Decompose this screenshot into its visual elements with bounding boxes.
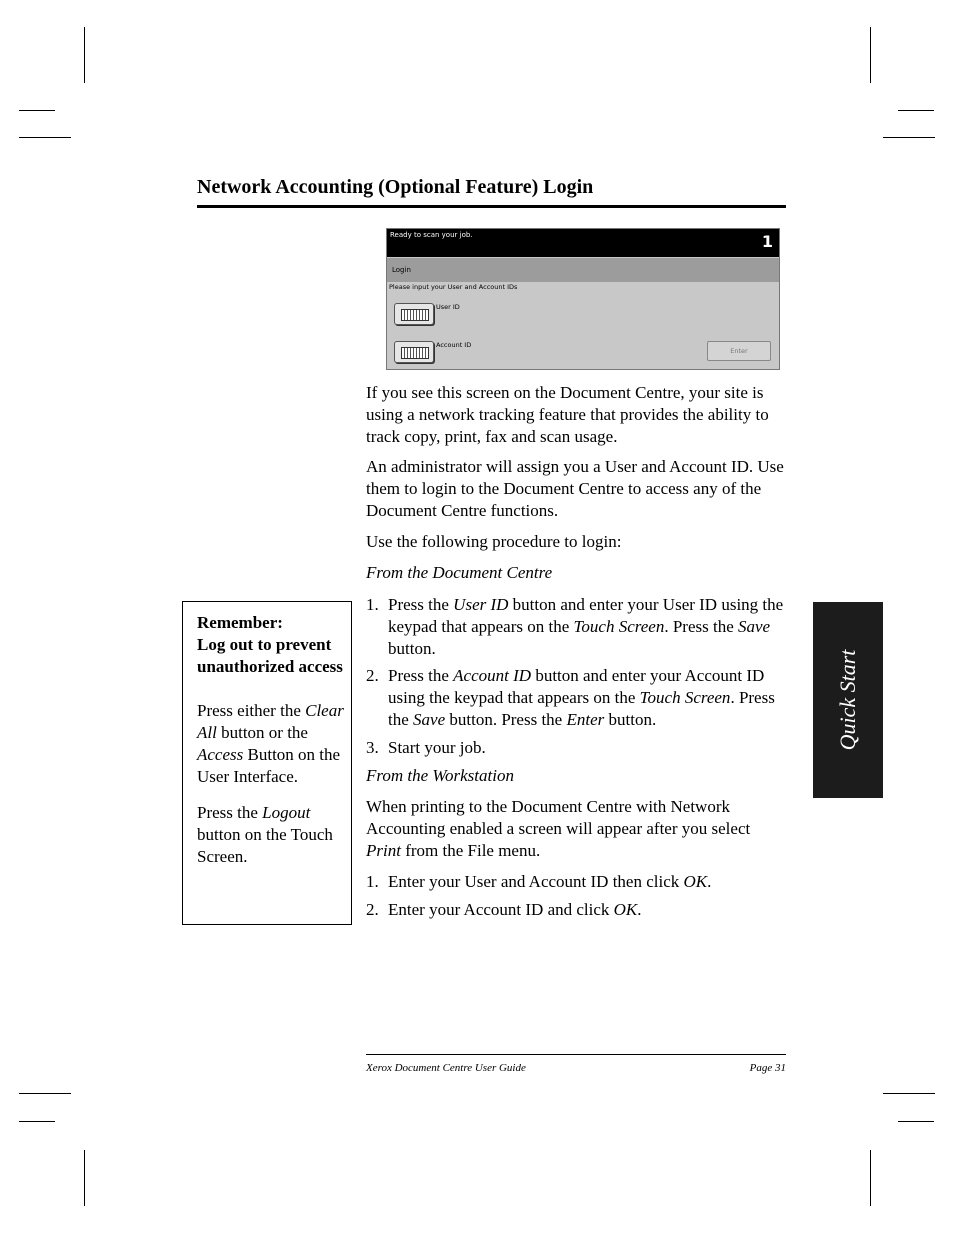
list-text: Enter your Account ID and click OK. (388, 900, 642, 919)
footer-rule (366, 1054, 786, 1055)
crop-mark (19, 1093, 71, 1094)
list-text: Start your job. (388, 738, 486, 757)
page-number: Page 31 (749, 1062, 786, 1074)
list-item (366, 665, 786, 731)
list-number: 2. (366, 666, 379, 685)
heading-rule (197, 205, 786, 208)
quick-start-label: Quick Start (835, 649, 860, 751)
paragraph (366, 382, 786, 448)
paragraph (366, 456, 786, 522)
subheading-document-centre: From the Document Centre (366, 563, 553, 582)
reminder-text: Press either the Clear All button or the Access Button on the User Interface. (197, 701, 344, 786)
enter-button[interactable]: Enter (707, 341, 771, 361)
reminder-text: Press the Logout button on the Touch Screen. (197, 803, 333, 866)
paragraph-text: If you see this screen on the Document Centre, your site is using a network tracking feature that provides the ability to track copy, print, fax and scan usage. (366, 383, 769, 446)
list-number: 2. (366, 900, 379, 919)
list-item (366, 594, 786, 660)
list-item (366, 871, 786, 893)
account-id-label: Account ID (436, 341, 472, 349)
login-screen-illustration (386, 228, 780, 370)
list-number: 1. (366, 872, 379, 891)
user-id-label: User ID (436, 303, 460, 311)
crop-mark (898, 110, 934, 111)
subheading-workstation: From the Workstation (366, 766, 514, 785)
list-number: 3. (366, 738, 379, 757)
list-text: Enter your User and Account ID then click OK. (388, 872, 712, 891)
footer-title: Xerox Document Centre User Guide (366, 1062, 526, 1074)
keyboard-icon (401, 347, 429, 359)
user-id-button[interactable] (394, 303, 434, 325)
crop-mark (84, 27, 85, 83)
quick-start-tab (813, 602, 883, 798)
paragraph-text: An administrator will assign you a User and Account ID. Use them to login to the Document Centre to access any of the Document Centre functions. (366, 457, 784, 520)
paragraph (366, 531, 786, 553)
crop-mark (870, 27, 871, 83)
crop-mark (898, 1121, 934, 1122)
list-item (366, 737, 786, 759)
page-title: Network Accounting (Optional Feature) Login (197, 176, 594, 198)
crop-mark (19, 1121, 55, 1122)
status-number: 1 (761, 232, 773, 251)
status-bar (387, 229, 779, 257)
crop-mark (19, 137, 71, 138)
paragraph-text: When printing to the Document Centre with Network Accounting enabled a screen will appear after you select Print from the File menu. (366, 797, 751, 860)
reminder-content (197, 612, 351, 868)
status-message: Ready to scan your job. (390, 231, 473, 239)
crop-mark (19, 110, 55, 111)
list-item (366, 899, 786, 921)
crop-mark (883, 1093, 935, 1094)
list-text: Press the User ID button and enter your User ID using the keypad that appears on the Touch Screen. Press the Save button. (388, 595, 784, 658)
reminder-note (182, 601, 352, 925)
account-id-button[interactable] (394, 341, 434, 363)
login-instruction: Please input your User and Account IDs (389, 283, 518, 291)
crop-mark (84, 1150, 85, 1206)
list-text: Press the Account ID button and enter your Account ID using the keypad that appears on the Touch Screen. Press the Save button. Press the Enter button. (388, 666, 775, 729)
paragraph-text: Use the following procedure to login: (366, 532, 622, 551)
keyboard-icon (401, 309, 429, 321)
tab-login (387, 258, 779, 282)
paragraph (366, 796, 786, 862)
list-number: 1. (366, 595, 379, 614)
reminder-title: Remember: (197, 613, 283, 632)
crop-mark (870, 1150, 871, 1206)
crop-mark (883, 137, 935, 138)
reminder-warning: Log out to prevent unauthorized access (197, 635, 343, 676)
tab-login-label: Login (392, 266, 411, 274)
